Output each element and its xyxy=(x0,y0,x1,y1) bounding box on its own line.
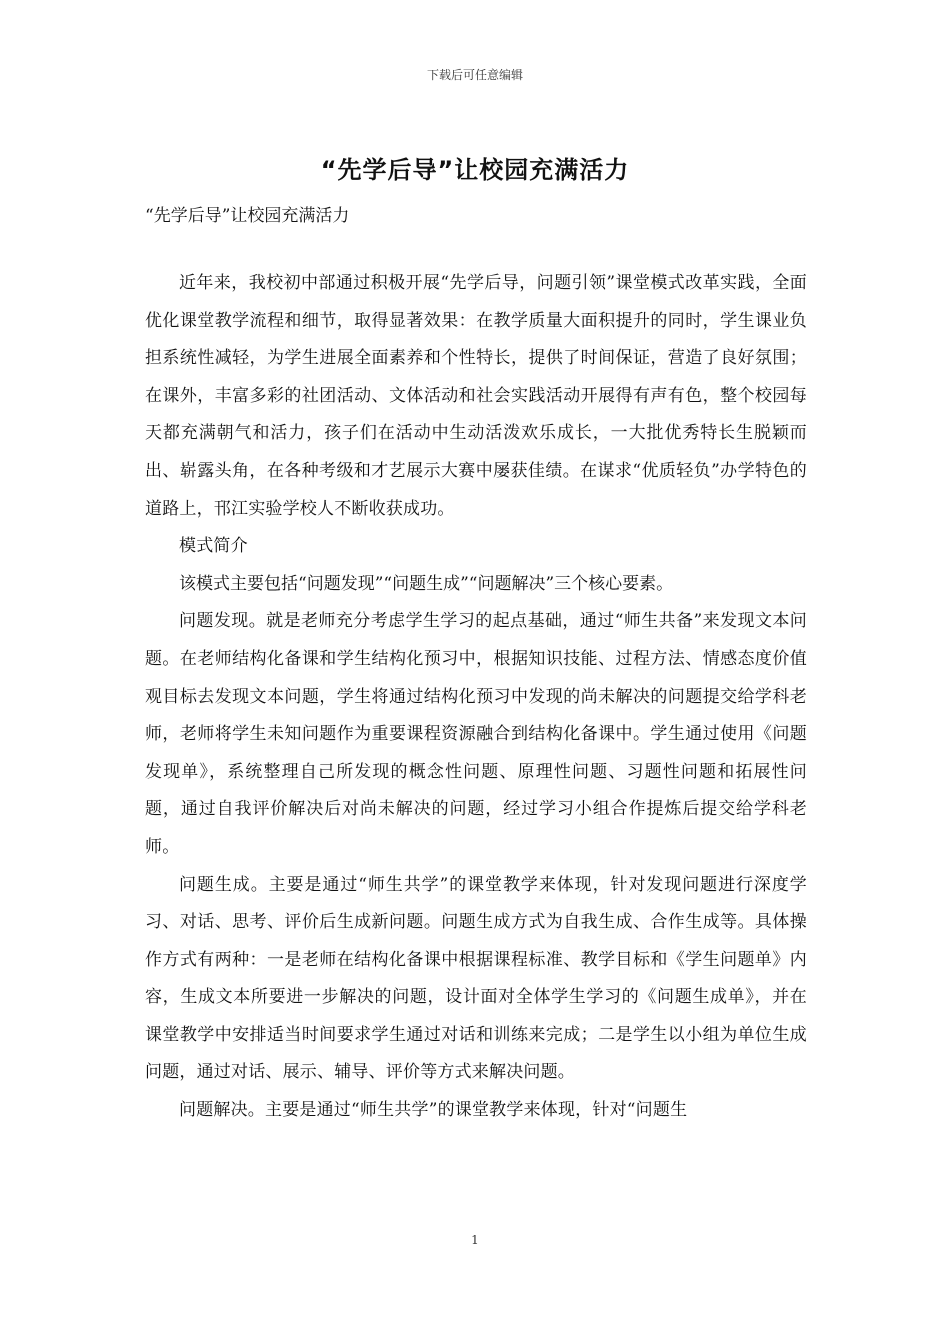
paragraph-mode-summary: 该模式主要包括“问题发现”“问题生成”“问题解决”三个核心要素。 xyxy=(179,573,674,594)
page-number: 1 xyxy=(471,1233,479,1247)
document-title: “先学后导”让校园充满活力 xyxy=(320,156,630,184)
paragraph-problem-generation: 问题生成。主要是通过“师生共学”的课堂教学来体现，针对发现问题进行深度学习、对话、思考、评价后生成新问题。问题生成方式为自我生成、合作生成等。具体操作方式有两种：一是老师在结构化备课中根据课程标准、教学目标和《学生问题单》内容，生成文本所要进一步解决的问题，设计面对全体学生学习的《问题生成单》，并在课堂教学中安排适当时间要求学生通过对话和训练来完成；二是学生以小组为单位生成问题，通过对话、展示、辅导、评价等方式来解决问题。 xyxy=(145,874,807,1083)
document-subtitle: “先学后导”让校园充满活力 xyxy=(145,206,350,226)
paragraph-intro: 近年来，我校初中部通过积极开展“先学后导，问题引领”课堂模式改革实践，全面优化课堂教学流程和细节，取得显著效果：在教学质量大面积提升的同时，学生课业负担系统性减轻，为学生进展全面素养和个性特长，提供了时间保证，营造了良好氛围；在课外，丰富多彩的社团活动、文体活动和社会实践活动开展得有声有色，整个校园每天都充满朝气和活力，孩子们在活动中生动活泼欢乐成长，一大批优秀特长生脱颖而出、崭露头角，在各种考级和才艺展示大赛中屡获佳绩。在谋求“优质轻负”办学特色的道路上，邗江实验学校人不断收获成功。 xyxy=(145,273,807,519)
paragraph-problem-discovery: 问题发现。就是老师充分考虑学生学习的起点基础，通过“师生共备”来发现文本问题。在老师结构化备课和学生结构化预习中，根据知识技能、过程方法、情感态度价值观目标去发现文本问题，学生将通过结构化预习中发现的尚未解决的问题提交给学科老师，老师将学生未知问题作为重要课程资源融合到结构化备课中。学生通过使用《问题发现单》，系统整理自己所发现的概念性问题、原理性问题、习题性问题和拓展性问题，通过自我评价解决后对尚未解决的问题，经过学习小组合作提炼后提交给学科老师。 xyxy=(145,611,807,857)
paragraph-problem-solving: 问题解决。主要是通过“师生共学”的课堂教学来体现，针对“问题生 xyxy=(179,1100,688,1121)
header-note: 下载后可任意编辑 xyxy=(426,68,523,82)
document-body xyxy=(145,265,807,1130)
paragraph-section-heading: 模式简介 xyxy=(179,536,248,557)
